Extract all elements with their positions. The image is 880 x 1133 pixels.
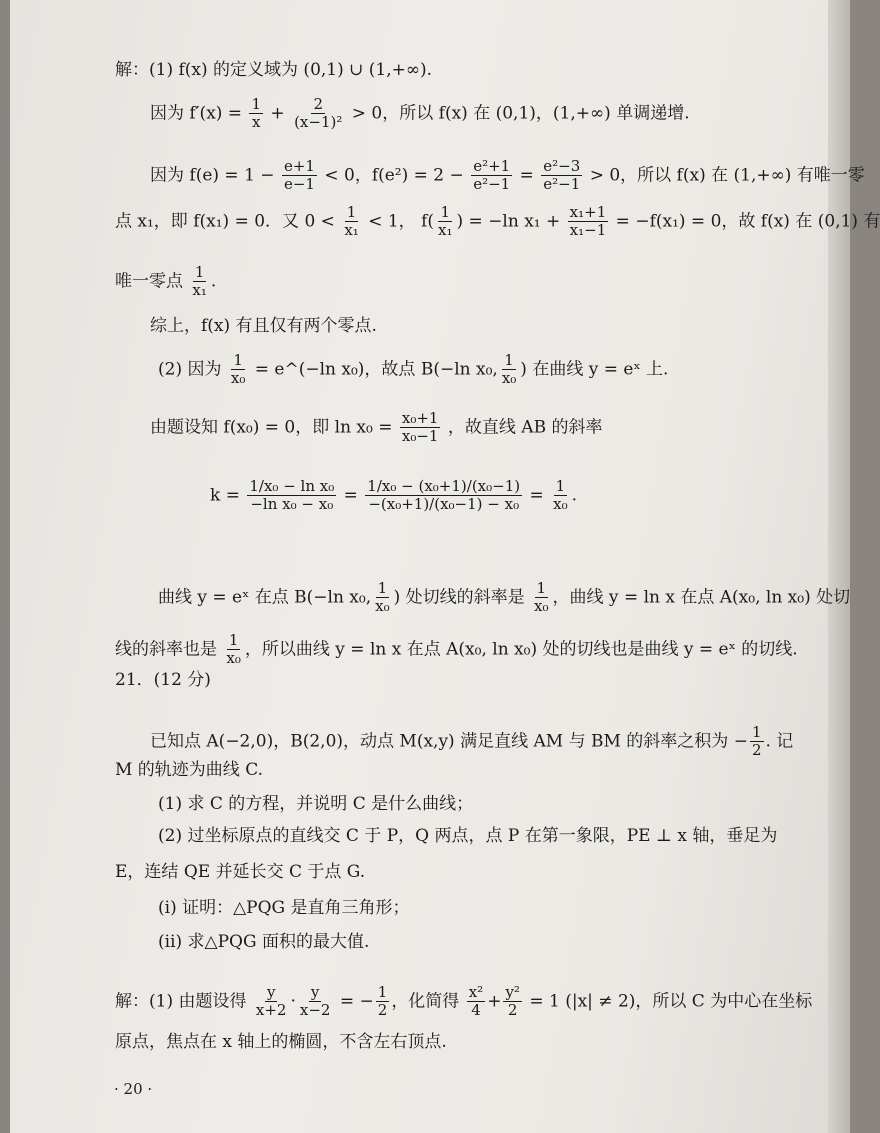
page-number: · 20 · <box>114 1080 153 1098</box>
fraction: $\frac{2}{\text{(x−1)²}}$ <box>294 95 343 132</box>
fraction: $\frac{1}{\text{x₁}}$ <box>344 203 359 240</box>
fraction: $\frac{e+1}{e-1}$ <box>283 157 315 194</box>
problem21-q1: (1) 求 C 的方程，并说明 C 是什么曲线； <box>158 794 474 814</box>
problem21-statement: 已知点 A(−2,0)，B(2,0)，动点 M(x,y) 满足直线 AM 与 BM 的斜率之积为 − $\frac{1}{2}$ . 记 <box>150 723 794 760</box>
fraction: $\frac{1}{\text{x₀}}$ <box>553 477 568 514</box>
solution20-part1-intro: 解：(1) f(x) 的定义域为 (0,1) ∪ (1,+∞). <box>115 60 433 80</box>
exam-page <box>10 0 880 1133</box>
problem21-q2-cont: E，连结 QE 并延长交 C 于点 G. <box>115 862 366 882</box>
tangent-line-2: 线的斜率也是 $\frac{1}{\text{x₀}}$ ，所以曲线 y = ln x 在点 A(x₀, ln x₀) 处的切线也是曲线 y = eˣ 的切线. <box>115 631 798 668</box>
fraction: $\frac{1}{x}$ <box>251 95 262 132</box>
fraction: $\frac{y}{x-2}$ <box>299 983 331 1020</box>
unique-zero-line: 唯一零点 $\frac{1}{\text{x₁}}$ . <box>115 263 217 300</box>
fraction: $\frac{1}{\text{x₁}}$ <box>438 203 453 240</box>
problem21-statement-cont: M 的轨迹为曲线 C. <box>115 760 264 780</box>
tangent-line-1: 曲线 y = eˣ 在点 B(−ln x₀, $\frac{1}{\text{x₀}}$ ) 处切线的斜率是 $\frac{1}{\text{x₀}}$ ，曲线 y = ln x 在点 A(x₀, ln x₀) 处切 <box>158 579 851 616</box>
fraction: $\frac{1}{2}$ <box>377 983 388 1020</box>
fraction: $\frac{\text{e²−3}}{\text{e²−1}}$ <box>543 157 581 194</box>
fraction: $\frac{\text{x²}}{4}$ <box>468 983 484 1020</box>
fraction: $\frac{\text{x₀+1}}{\text{x₀−1}}$ <box>401 409 439 446</box>
fraction: $\frac{1}{\text{x₁}}$ <box>192 263 207 300</box>
zero-line: 点 x₁，即 f(x₁) = 0．又 0 < $\frac{1}{\text{x₁}}$ < 1， f( $\frac{1}{\text{x₁}}$ ) = −ln x₁ + $\frac{\text{x₁+1}}{\text{x₁−1}}$ = −f(x₁) = 0，故 f(x) 在 (0,1) 有 <box>115 203 880 240</box>
fraction: $\frac{1}{2}$ <box>751 723 762 760</box>
solution21-line2: 原点，焦点在 x 轴上的椭圆，不含左右顶点. <box>115 1032 447 1052</box>
fraction: $\frac{1}{\text{x₀}}$ <box>501 351 517 388</box>
derivative-line: 因为 f′(x) = $\frac{1}{x}$ + $\frac{2}{\text{(x−1)²}}$ > 0，所以 f(x) 在 (0,1)，(1,+∞) 单调递增. <box>150 95 690 132</box>
part2-line: (2) 因为 $\frac{1}{\text{x₀}}$ = e^(−ln x₀)，故点 B(−ln x₀, $\frac{1}{\text{x₀}}$ ) 在曲线 y = eˣ 上. <box>158 351 669 388</box>
fraction: $\frac{y}{x+2}$ <box>255 983 287 1020</box>
slope-k-formula: k = $\frac{\text{1/x₀ − ln x₀}}{\text{−ln x₀ − x₀}}$ = $\frac{\text{1/x₀ − (x₀+1)/(x₀−1)}}{\text{−(x₀+1)/(x₀−1) − x₀}}$ = $\frac{1}{\text{x₀}}$ . <box>210 477 578 514</box>
fraction: $\frac{1}{\text{x₀}}$ <box>230 351 246 388</box>
summary-line: 综上，f(x) 有且仅有两个零点. <box>150 316 377 336</box>
fraction: $\frac{\text{1/x₀ − (x₀+1)/(x₀−1)}}{\text{−(x₀+1)/(x₀−1) − x₀}}$ <box>367 477 521 514</box>
fraction: $\frac{1}{\text{x₀}}$ <box>534 579 549 616</box>
problem21-q2: (2) 过坐标原点的直线交 C 于 P，Q 两点，点 P 在第一象限，PE ⊥ x 轴，垂足为 <box>158 826 778 846</box>
fraction: $\frac{1}{\text{x₀}}$ <box>226 631 241 668</box>
fraction: $\frac{\text{x₁+1}}{\text{x₁−1}}$ <box>569 203 607 240</box>
problem21-qi: (ⅰ) 证明：△PQG 是直角三角形； <box>158 898 410 918</box>
fraction: $\frac{1}{\text{x₀}}$ <box>375 579 390 616</box>
problem21-qii: (ⅱ) 求△PQG 面积的最大值. <box>158 932 370 952</box>
fraction: $\frac{\text{y²}}{2}$ <box>505 983 520 1020</box>
problem21-header: 21．(12 分) <box>115 670 211 690</box>
fraction: $\frac{\text{e²+1}}{\text{e²−1}}$ <box>473 157 511 194</box>
fe-line: 因为 f(e) = 1 − $\frac{e+1}{e-1}$ < 0，f(e²) = 2 − $\frac{\text{e²+1}}{\text{e²−1}}$ = $\frac{\text{e²−3}}{\text{e²−1}}$ > 0，所以 f(x) 在 (1,+∞) 有唯一零 <box>150 157 865 194</box>
solution21-line1: 解：(1) 由题设得 $\frac{y}{x+2}$ · $\frac{y}{x-2}$ = − $\frac{1}{2}$ ，化简得 $\frac{\text{x²}}{4}$ + $\frac{\text{y²}}{2}$ = 1 (|x| ≠ 2)，所以 C 为中心在坐标 <box>115 983 813 1020</box>
fraction: $\frac{\text{1/x₀ − ln x₀}}{\text{−ln x₀ − x₀}}$ <box>249 477 335 514</box>
slope-line: 由题设知 f(x₀) = 0，即 ln x₀ = $\frac{\text{x₀+1}}{\text{x₀−1}}$ ，故直线 AB 的斜率 <box>150 409 603 446</box>
